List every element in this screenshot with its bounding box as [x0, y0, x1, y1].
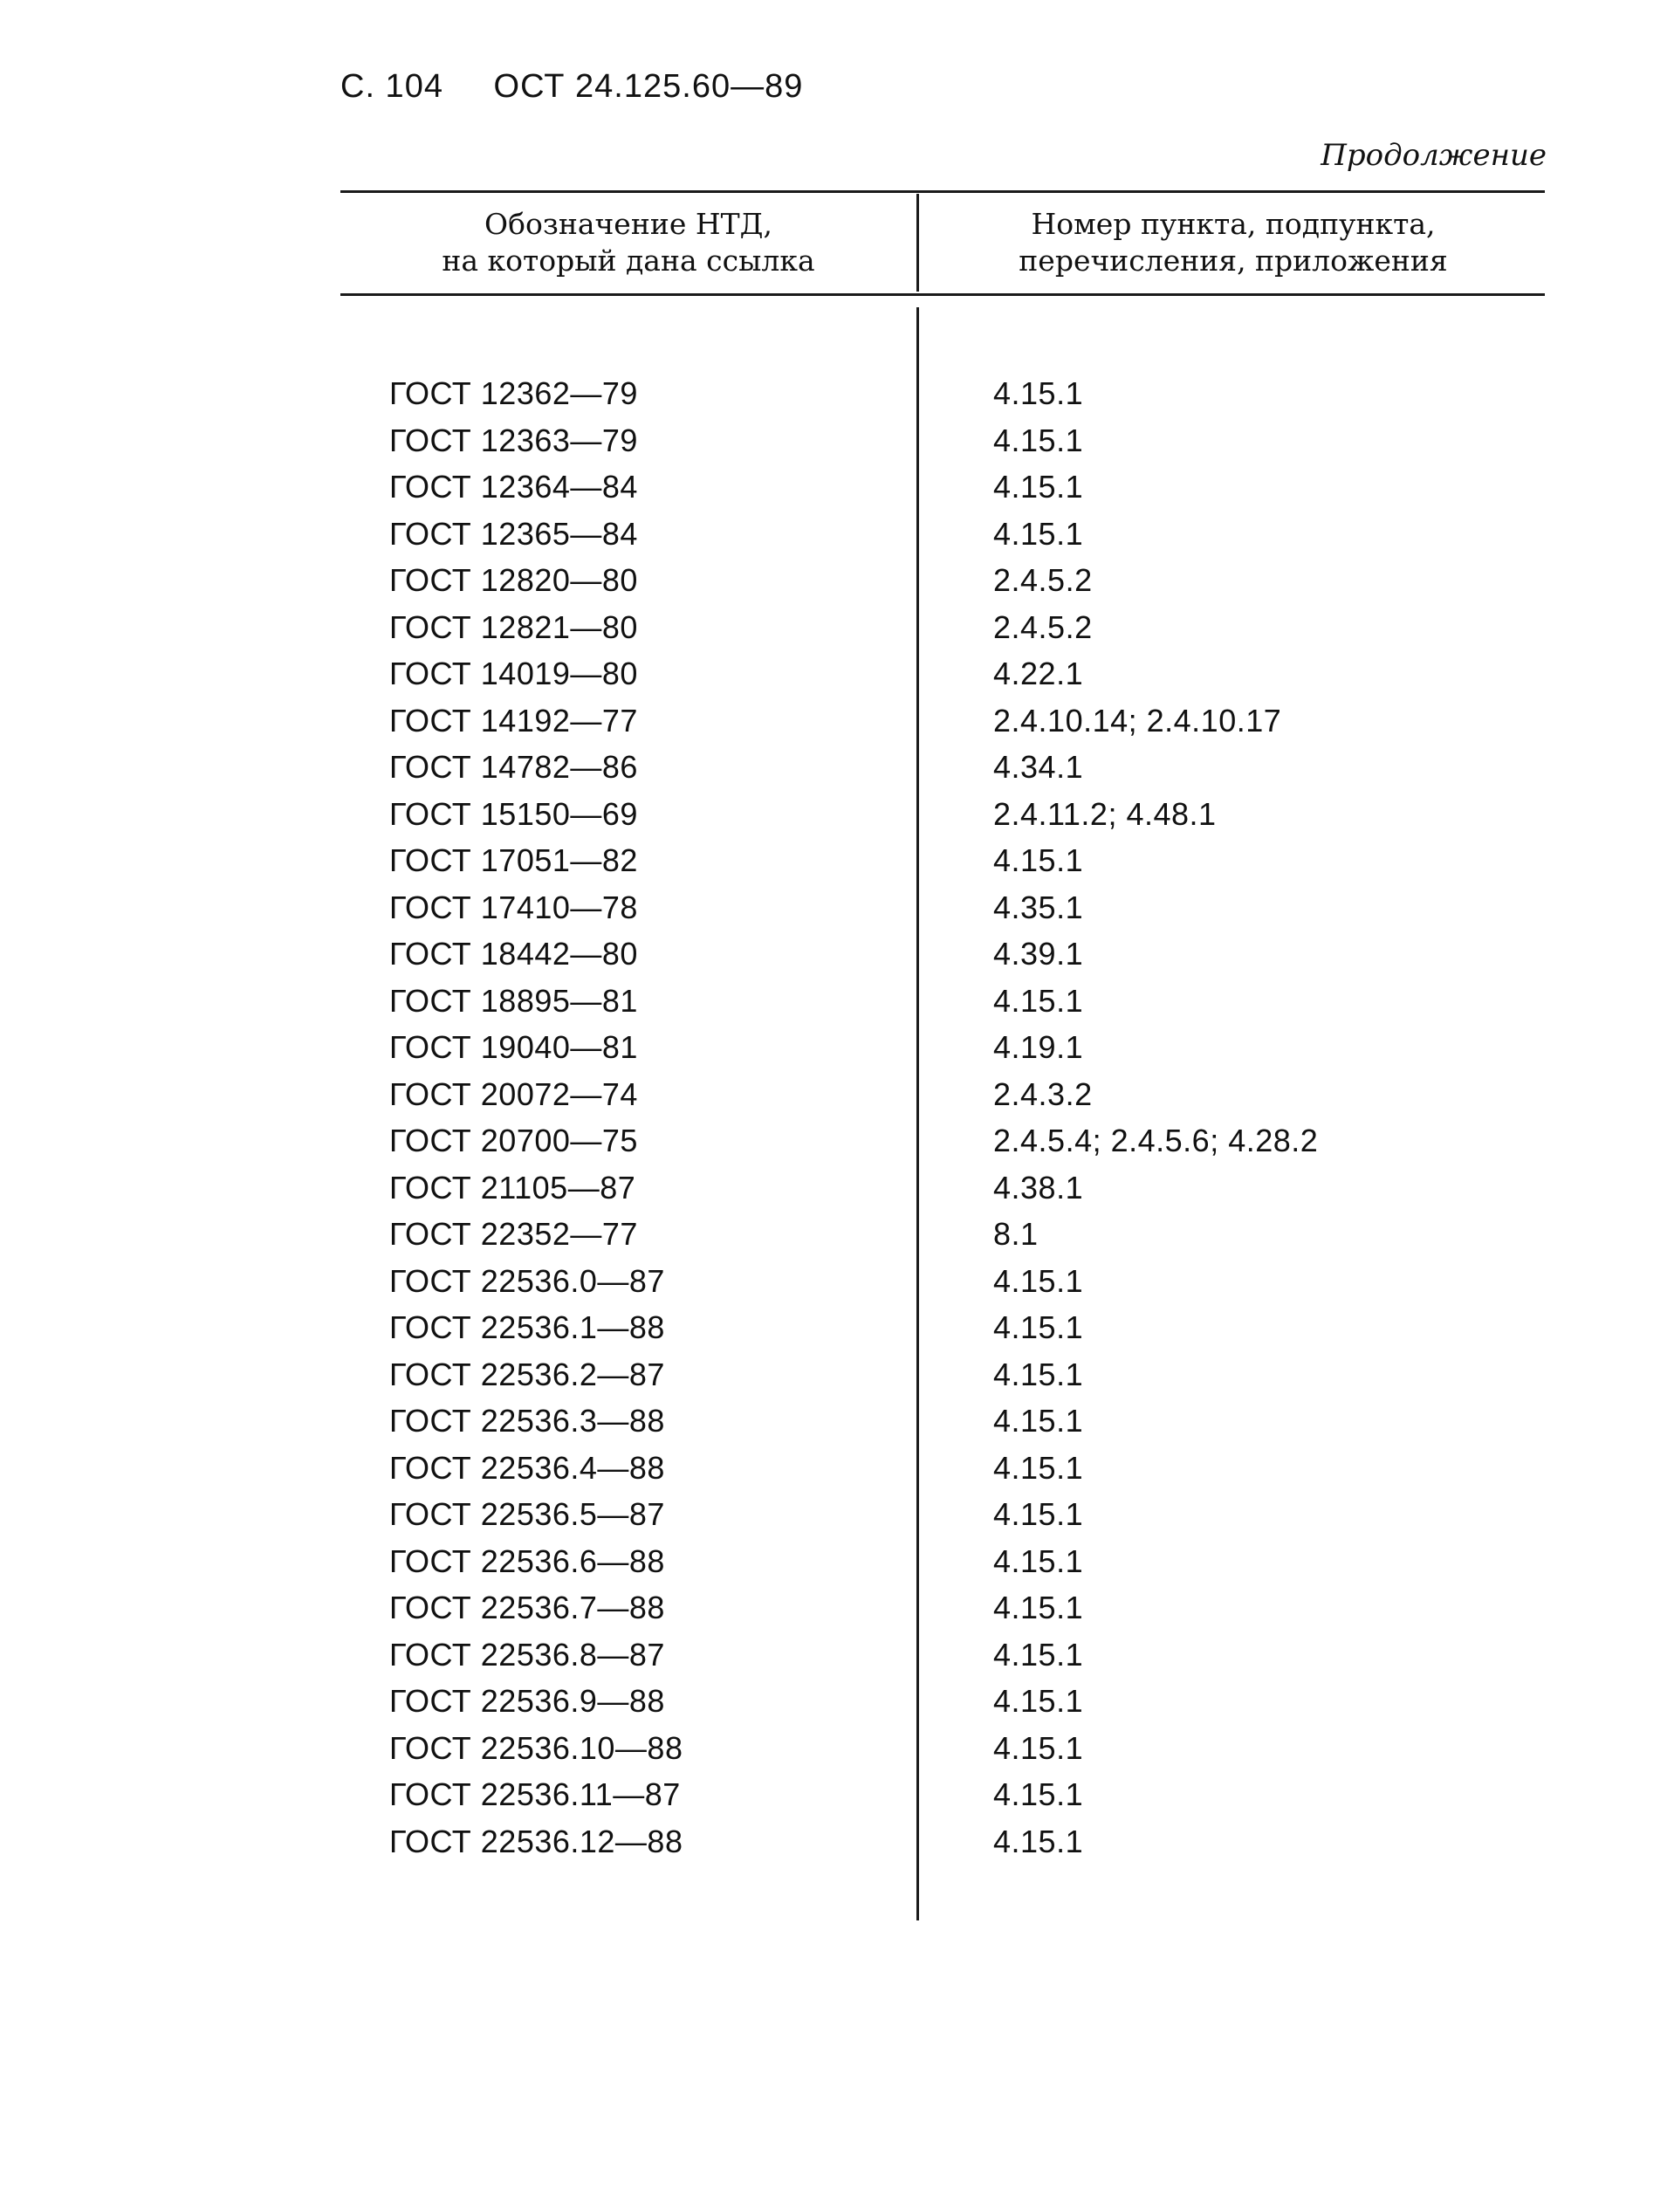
clause-number: 2.4.11.2; 4.48.1 [993, 795, 1217, 832]
clause-number: 4.15.1 [993, 1823, 1084, 1859]
clause-number: 2.4.5.2 [993, 562, 1093, 598]
table-row [0, 1773, 1674, 1820]
reference-document: ГОСТ 22536.9—88 [389, 1683, 665, 1719]
reference-document: ГОСТ 22536.4—88 [389, 1449, 665, 1486]
reference-document: ГОСТ 12365—84 [389, 515, 638, 552]
clause-number: 4.15.1 [993, 1496, 1084, 1532]
clause-number: 4.15.1 [993, 1590, 1084, 1625]
column-header-reference-line2: на который дана ссылка [442, 244, 815, 278]
reference-document: ГОСТ 19040—81 [389, 1029, 638, 1065]
reference-document: ГОСТ 22536.12—88 [389, 1823, 683, 1859]
clause-number: 4.15.1 [993, 1683, 1084, 1719]
table-row [0, 793, 1674, 840]
column-header-reference-line1: Обозначение НТД, [484, 207, 772, 241]
reference-document: ГОСТ 22536.11—87 [389, 1776, 681, 1812]
page-number: С. 104 [340, 68, 443, 105]
table-body [0, 372, 1674, 1866]
table-row [0, 652, 1674, 699]
table-row [0, 932, 1674, 979]
column-header-clause-line1: Номер пункта, подпункта, [1031, 207, 1436, 241]
clause-number: 4.15.1 [993, 1729, 1084, 1766]
clause-number: 4.15.1 [993, 1403, 1084, 1439]
table-header-rule [340, 293, 1545, 296]
clause-number: 4.19.1 [993, 1029, 1084, 1065]
clause-number: 4.15.1 [993, 1776, 1084, 1812]
table-row [0, 1446, 1674, 1494]
reference-document: ГОСТ 22536.3—88 [389, 1403, 665, 1439]
continuation-label: Продолжение [1321, 138, 1547, 173]
clause-number: 4.15.1 [993, 842, 1084, 878]
reference-document: ГОСТ 14782—86 [389, 749, 638, 785]
reference-document: ГОСТ 18895—81 [389, 982, 638, 1019]
reference-document: ГОСТ 12363—79 [389, 422, 638, 458]
column-header-clause [923, 206, 1543, 279]
reference-document: ГОСТ 14019—80 [389, 656, 638, 691]
table-row [0, 1727, 1674, 1774]
table-row [0, 1493, 1674, 1540]
table-row [0, 1586, 1674, 1633]
clause-number: 4.15.1 [993, 1309, 1084, 1345]
table-row [0, 606, 1674, 653]
reference-document: ГОСТ 18442—80 [389, 936, 638, 972]
table-row [0, 1633, 1674, 1680]
column-header-clause-line2: перечисления, приложения [1019, 244, 1448, 278]
reference-document: ГОСТ 15150—69 [389, 795, 638, 832]
clause-number: 4.15.1 [993, 1636, 1084, 1673]
table-row [0, 1399, 1674, 1446]
clause-number: 4.34.1 [993, 749, 1084, 785]
table-row [0, 1166, 1674, 1213]
reference-document: ГОСТ 22536.1—88 [389, 1309, 665, 1345]
reference-document: ГОСТ 22536.10—88 [389, 1729, 683, 1766]
table-row [0, 886, 1674, 933]
clause-number: 4.15.1 [993, 1356, 1084, 1392]
clause-number: 8.1 [993, 1216, 1039, 1252]
reference-document: ГОСТ 17051—82 [389, 842, 638, 878]
clause-number: 4.15.1 [993, 469, 1084, 505]
reference-document: ГОСТ 12364—84 [389, 469, 638, 505]
table-row [0, 1026, 1674, 1073]
table-top-rule [340, 190, 1545, 193]
clause-number: 4.39.1 [993, 936, 1084, 972]
reference-document: ГОСТ 14192—77 [389, 702, 638, 738]
table-row [0, 1260, 1674, 1307]
clause-number: 2.4.5.4; 2.4.5.6; 4.28.2 [993, 1123, 1319, 1158]
reference-document: ГОСТ 17410—78 [389, 889, 638, 925]
table-row [0, 559, 1674, 606]
clause-number: 4.15.1 [993, 982, 1084, 1019]
clause-number: 4.15.1 [993, 515, 1084, 552]
clause-number: 4.15.1 [993, 422, 1084, 458]
table-row [0, 839, 1674, 886]
clause-number: 4.22.1 [993, 656, 1084, 691]
clause-number: 4.15.1 [993, 375, 1084, 411]
table-row [0, 1306, 1674, 1353]
reference-document: ГОСТ 20072—74 [389, 1075, 638, 1112]
reference-document: ГОСТ 20700—75 [389, 1123, 638, 1158]
clause-number: 4.38.1 [993, 1169, 1084, 1206]
document-code: ОСТ 24.125.60—89 [493, 68, 804, 105]
clause-number: 2.4.3.2 [993, 1075, 1093, 1112]
reference-document: ГОСТ 22536.8—87 [389, 1636, 665, 1673]
clause-number: 2.4.5.2 [993, 608, 1093, 645]
table-row [0, 1540, 1674, 1587]
table-row [0, 1680, 1674, 1727]
page-header [340, 68, 803, 106]
table-row [0, 745, 1674, 793]
reference-document: ГОСТ 22352—77 [389, 1216, 638, 1252]
clause-number: 2.4.10.14; 2.4.10.17 [993, 702, 1282, 738]
table-row [0, 512, 1674, 560]
reference-document: ГОСТ 12821—80 [389, 608, 638, 645]
column-header-reference [345, 206, 912, 279]
reference-document: ГОСТ 22536.2—87 [389, 1356, 665, 1392]
reference-document: ГОСТ 12820—80 [389, 562, 638, 598]
header-column-divider [916, 194, 919, 292]
clause-number: 4.15.1 [993, 1542, 1084, 1579]
reference-document: ГОСТ 21105—87 [389, 1169, 636, 1206]
clause-number: 4.35.1 [993, 889, 1084, 925]
clause-number: 4.15.1 [993, 1262, 1084, 1299]
clause-number: 4.15.1 [993, 1449, 1084, 1486]
table-row [0, 1119, 1674, 1166]
table-row [0, 1212, 1674, 1260]
table-row [0, 372, 1674, 419]
reference-document: ГОСТ 12362—79 [389, 375, 638, 411]
table-row [0, 1820, 1674, 1867]
table-row [0, 419, 1674, 466]
reference-document: ГОСТ 22536.0—87 [389, 1262, 665, 1299]
table-row [0, 699, 1674, 746]
reference-document: ГОСТ 22536.5—87 [389, 1496, 665, 1532]
table-row [0, 1073, 1674, 1120]
reference-document: ГОСТ 22536.7—88 [389, 1590, 665, 1625]
table-row [0, 979, 1674, 1027]
reference-document: ГОСТ 22536.6—88 [389, 1542, 665, 1579]
table-row [0, 1353, 1674, 1400]
table-row [0, 465, 1674, 512]
